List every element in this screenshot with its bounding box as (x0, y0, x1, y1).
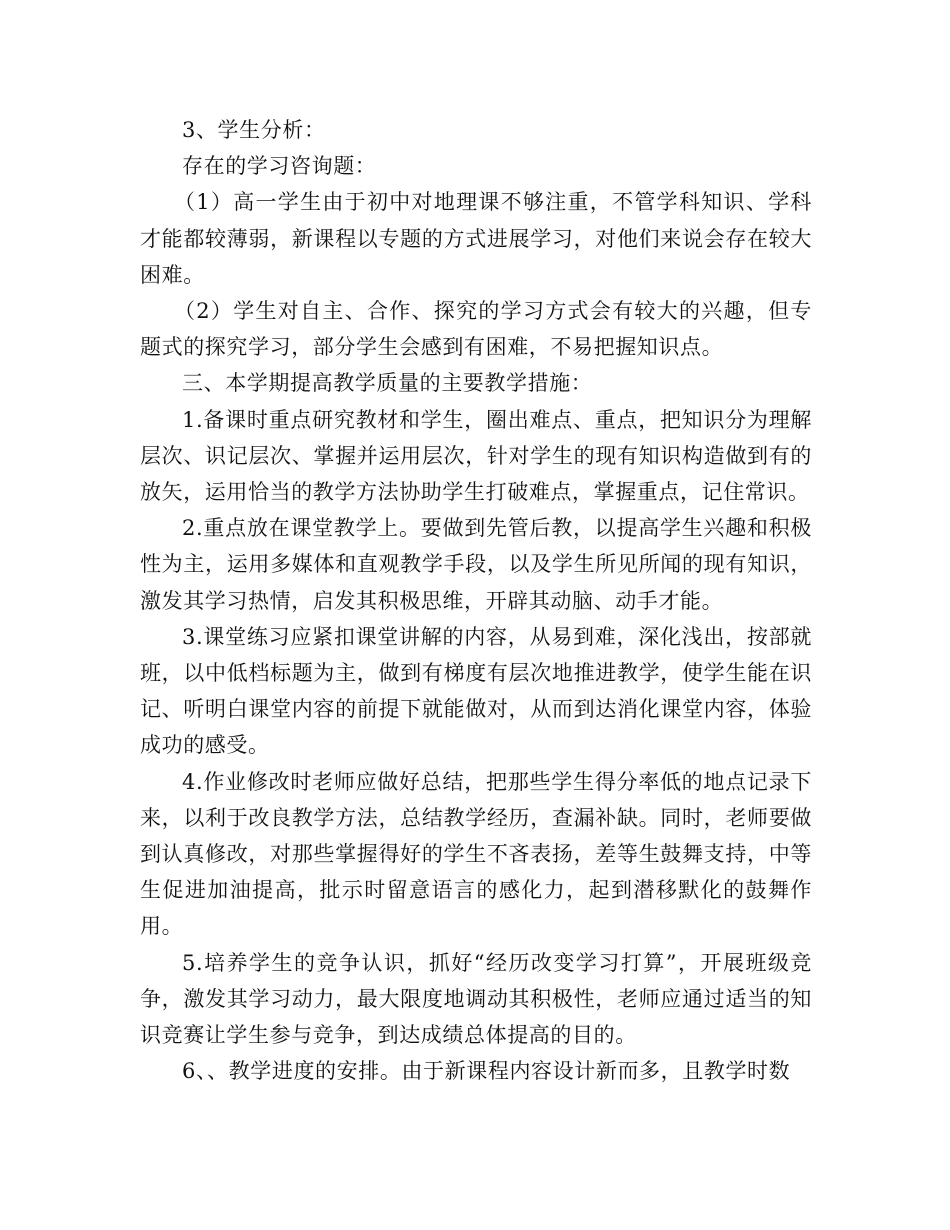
section-heading-teaching-measures: 三、本学期提高教学质量的主要教学措施： (182, 371, 593, 396)
paragraph-measure-2: 2.重点放在课堂教学上。要做到先管后教，以提高学生兴趣和积极性为主，运用多媒体和直观教学手段，以及学生所见所闻的现有知识，激发其学习热情，启发其积极思维，开辟其动脑、动手才能。 (140, 516, 812, 613)
paragraph-existing-problems: 存在的学习咨询题： (182, 154, 377, 179)
paragraph-problem-1: （1）高一学生由于初中对地理课不够注重，不管学科知识、学科才能都较薄弱，新课程以专题的方式进展学习，对他们来说会存在较大困难。 (140, 190, 812, 287)
paragraph-measure-6: 6、、教学进度的安排。由于新课程内容设计新而多，且教学时数 (182, 1059, 791, 1084)
paragraph-measure-5: 5.培养学生的竞争认识，抓好“经历改变学习打算”，开展班级竞争，激发其学习动力，最大限度地调动其积极性，老师应通过适当的知识竞赛让学生参与竞争，到达成绩总体提高的目的。 (140, 950, 812, 1048)
section-heading-student-analysis: 3、学生分析： (182, 118, 326, 142)
paragraph-problem-2: （2）学生对自主、合作、探究的学习方式会有较大的兴趣，但专题式的探究学习，部分学生会感到有困难，不易把握知识点。 (140, 299, 812, 360)
paragraph-measure-4: 4.作业修改时老师应做好总结，把那些学生得分率低的地点记录下来，以利于改良教学方法，总结教学经历，查漏补缺。同时，老师要做到认真修改，对那些掌握得好的学生不吝表扬，差等生鼓舞支持，中等生促进加油提高，批示时留意语言的感化力，起到潜移默化的鼓舞作用。 (140, 769, 812, 939)
paragraph-measure-1: 1.备课时重点研究教材和学生，圈出难点、重点，把知识分为理解层次、识记层次、掌握并运用层次，针对学生的现有知识构造做到有的放矢，运用恰当的教学方法协助学生打破难点，掌握重点，记住常识。 (140, 407, 812, 505)
document-body (140, 112, 812, 1089)
paragraph-measure-3: 3.课堂练习应紧扣课堂讲解的内容，从易到难，深化浅出，按部就班，以中低档标题为主，做到有梯度有层次地推进教学，使学生能在识记、听明白课堂内容的前提下就能做对，从而到达消化课堂内容，体验成功的感受。 (140, 624, 812, 758)
